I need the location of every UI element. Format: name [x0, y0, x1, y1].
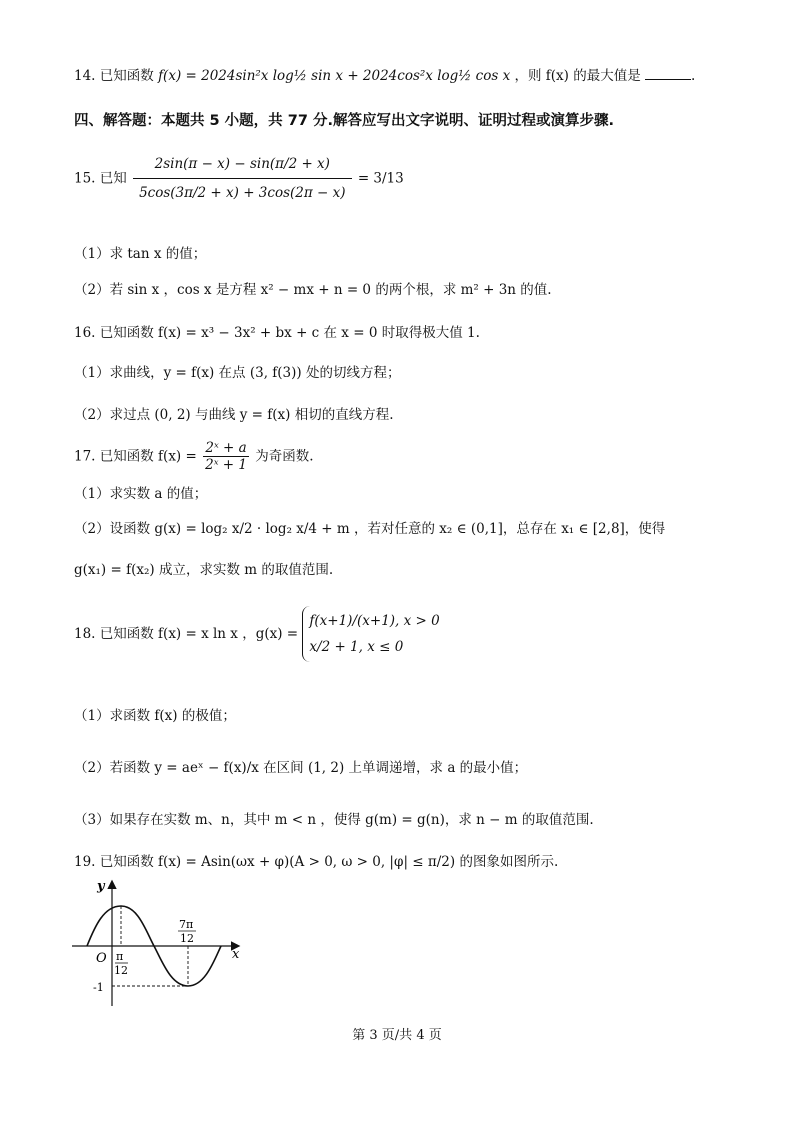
q15-denominator: 5cos(3π/2 + x) + 3cos(2π − x) [139, 185, 346, 201]
tick-pi12-den: 12 [114, 964, 128, 977]
q14-tail: ，则 f(x) 的最大值是 [514, 68, 641, 84]
q17-stem [74, 440, 314, 473]
q16-part2: （2）求过点 (0, 2) 与曲线 y = f(x) 相切的直线方程. [74, 407, 394, 423]
q14 [74, 66, 695, 86]
q18-case2: x/2 + 1, x ≤ 0 [309, 639, 404, 655]
q17-part2: （2）设函数 g(x) = log₂ x/2 · log₂ x/4 + m ，若对任意的 x₂ ∈ (0,1]，总存在 x₁ ∈ [2,8]，使得 [74, 521, 666, 537]
x-label: x [232, 947, 240, 962]
q15-fraction [133, 150, 351, 207]
tick-7pi12-num: 7π [179, 918, 194, 931]
q17-stem-a: 17. 已知函数 f(x) = [74, 448, 197, 465]
q15-part2: （2）若 sin x ，cos x 是方程 x² − mx + n = 0 的两个根，求 m² + 3n 的值. [74, 282, 552, 298]
q14-end: . [691, 68, 696, 84]
q14-answer-blank[interactable] [645, 67, 691, 80]
page-footer: 第 3 页/共 4 页 [352, 1028, 442, 1043]
q17-fraction [203, 440, 249, 473]
q14-num: 14. 已知函数 [74, 68, 154, 84]
q14-expr: f(x) = 2024sin²x log½ sin x + 2024cos²x log½ cos x [158, 68, 511, 84]
q18-part3: （3）如果存在实数 m、n，其中 m < n ，使得 g(m) = g(n)，求 n − m 的取值范围. [74, 812, 594, 828]
q15 [74, 150, 404, 207]
section-title: 四、解答题：本题共 5 小题，共 77 分.解答应写出文字说明、证明过程或演算步骤. [74, 113, 614, 129]
q18-piecewise [302, 606, 439, 662]
q17-stem-b: 为奇函数. [255, 448, 314, 465]
q18-case1: f(x+1)/(x+1), x > 0 [309, 613, 440, 629]
q18-part1: （1）求函数 f(x) 的极值； [74, 708, 236, 724]
q18-stem-a: 18. 已知函数 f(x) = x ln x ，g(x) = [74, 626, 299, 642]
tick-pi12-num: π [116, 950, 124, 963]
q16-part1: （1）求曲线，y = f(x) 在点 (3, f(3)) 处的切线方程； [74, 365, 401, 381]
sine-graph [64, 876, 264, 1016]
q17-part2b: g(x₁) = f(x₂) 成立，求实数 m 的取值范围. [74, 562, 334, 578]
tick-minus1: -1 [93, 981, 104, 994]
q18-part2: （2）若函数 y = aeˣ − f(x)/x 在区间 (1, 2) 上单调递增，求 a 的最小值； [74, 760, 528, 776]
q15-numerator: 2sin(π − x) − sin(π/2 + x) [133, 150, 351, 179]
y-label: y [97, 879, 105, 894]
origin-label: O [96, 951, 107, 966]
tick-7pi12-den: 12 [180, 932, 194, 945]
q19-stem: 19. 已知函数 f(x) = Asin(ωx + φ)(A > 0, ω > 0, |φ| ≤ π/2) 的图象如图所示. [74, 854, 559, 870]
q15-num: 15. 已知 [74, 170, 127, 187]
q17-frac-den: 2ˣ + 1 [205, 457, 247, 473]
q17-part1: （1）求实数 a 的值； [74, 486, 208, 502]
q15-rhs: = 3/13 [357, 170, 404, 187]
q15-part1: （1）求 tan x 的值； [74, 246, 207, 262]
q17-frac-num: 2ˣ + a [203, 440, 249, 457]
q16-stem: 16. 已知函数 f(x) = x³ − 3x² + bx + c 在 x = 0 时取得极大值 1. [74, 325, 480, 341]
q18-stem [74, 606, 440, 662]
